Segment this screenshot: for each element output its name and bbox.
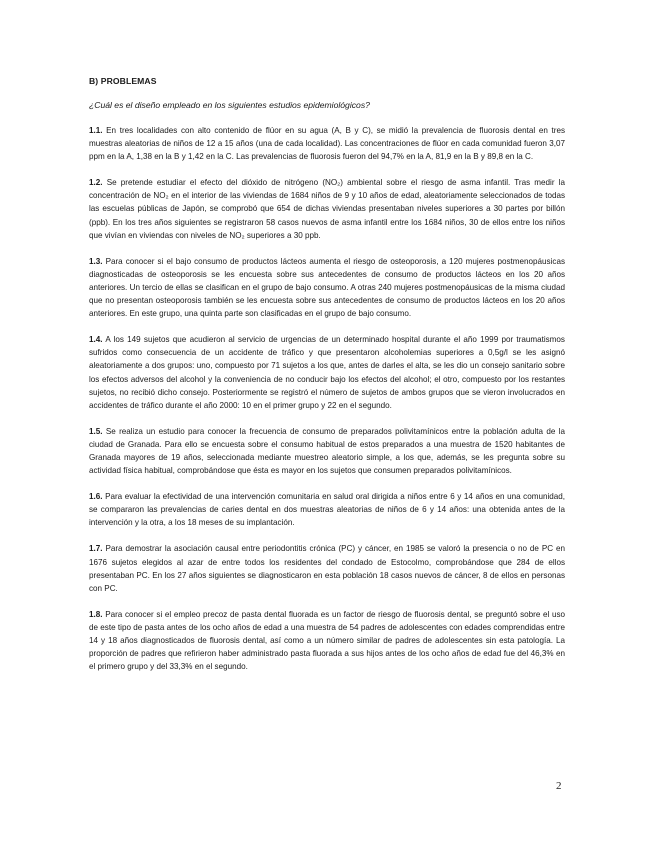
problem-text: Se pretende estudiar el efecto del dióxido de nitrógeno (NO₂) ambiental sobre el riesgo de asma infantil. Tras medir la concentración de NO₂ en el interior de las viviendas de 1684 niños de 9 y 10 años de edad, aleatoriamente seleccionados de todas las escuelas públicas de Japón, se comprobó que 654 de dichas viviendas presentaban niveles superiores a 30 partes por billón (ppb). En los tres años siguientes se registraron 58 casos nuevos de asma infantil entre los 1684 niños, 30 de ellos entre los niños que vivían en viviendas con niveles de NO₂ superiores a 30 ppb.: [89, 178, 566, 240]
problem-number: 1.5.: [89, 426, 103, 436]
problem-text: Para evaluar la efectividad de una intervención comunitaria en salud oral dirigida a niños entre 6 y 14 años en una comunidad, se compararon las prevalencias de caries dental en dos muestras aleatorias de niños de 6 y 14 años: una obtenida antes de la intervención y la otra, a los 18 meses de su implantación.: [89, 492, 566, 528]
problem-paragraph: [89, 124, 565, 163]
section-question: ¿Cuál es el diseño empleado en los siguientes estudios epidemiológicos?: [89, 100, 370, 110]
problem-text: Para conocer si el empleo precoz de pasta dental fluorada es un factor de riesgo de fluorosis dental, se preguntó sobre el uso de este tipo de pasta antes de los ocho años de edad a una muestra de 54 padres de adolescentes con edades comprendidas entre 14 y 18 años diagnosticados de fluorosis dental, así como a un número similar de padres de adolescentes sin esta patología. La proporción de padres que refirieron haber administrado pasta fluorada a sus hijos antes de los ocho años de edad fue del 46,3% en el primero grupo y del 33,3% en el segundo.: [89, 609, 566, 672]
problem-number: 1.8.: [89, 609, 103, 619]
problem-paragraph: [89, 333, 565, 412]
problem-text: A los 149 sujetos que acudieron al servicio de urgencias de un determinado hospital durante el año 1999 por traumatismos sufridos como consecuencia de un accidente de tráfico y que presentaron alcoholemias superiores a 0,5g/l se les asignó aleatoriamente a dos grupos: uno, compuesto por 71 sujetos a los que, antes de darles el alta, se les dio un consejo sanitario sobre los efectos adversos del alcohol y la conveniencia de no conducir bajo los efectos del alcohol; el otro, compuesto por los restantes sujetos, no recibió dicho consejo. Posteriormente se registró el número de sujetos de ambos grupos que se vieron involucrados en accidentes de tráfico durante el año 2000: 10 en el primer grupo y 22 en el segundo.: [89, 335, 565, 410]
problem-text: Para demostrar la asociación causal entre periodontitis crónica (PC) y cáncer, en 1985 se valoró la presencia o no de PC en 1676 sujetos elegidos al azar de entre todos los residentes del condado de Estocolmo, comprobándose que 284 de ellos presentaban PC. En los 27 años siguientes se diagnosticaron en esta población 18 casos nuevos de cáncer, 8 de ellos en personas con PC.: [89, 544, 566, 593]
problem-text: Se realiza un estudio para conocer la frecuencia de consumo de preparados polivitamínicos entre la población adulta de la ciudad de Granada. Para ello se encuesta sobre el consumo habitual de estos preparados a una muestra de 1520 habitantes de Granada mayores de 19 años, seleccionada mediante muestreo aleatorio simple, a los que, además, se les pregunta sobre su actividad física habitual, comprobándose que ésta es mayor en los sujetos que consumen preparados polivitamínicos.: [89, 426, 565, 476]
section-heading: B) PROBLEMAS: [89, 76, 157, 86]
page-content: [89, 76, 565, 686]
problem-paragraph: [89, 255, 565, 320]
problem-text: Para conocer si el bajo consumo de productos lácteos aumenta el riesgo de osteoporosis, a 120 mujeres postmenopáusicas diagnosticadas de osteoporosis se les encuesta sobre sus antecedentes de consumo de productos lácteos en los 20 años anteriores. Un tercio de ellas se clasifican en el grupo de bajo consumo. A otras 240 mujeres postmenopáusicas de la misma ciudad que no presentan osteoporosis también se les encuesta sobre sus antecedentes de consumo de productos lácteos en los 20 años anteriores. En este grupo, una quinta parte son clasificadas en el grupo de bajo consumo.: [89, 256, 565, 319]
problem-number: 1.6.: [89, 492, 103, 502]
problem-paragraph: [89, 490, 565, 529]
page-number: 2: [556, 780, 562, 792]
problem-number: 1.1.: [89, 126, 103, 135]
problem-number: 1.4.: [89, 335, 103, 345]
problem-paragraph: [89, 176, 565, 241]
problem-paragraph: [89, 608, 565, 673]
problem-paragraph: [89, 542, 565, 594]
problem-number: 1.7.: [89, 544, 103, 554]
problem-number: 1.2.: [89, 178, 103, 188]
problem-paragraph: [89, 425, 565, 477]
problem-text: En tres localidades con alto contenido de flúor en su agua (A, B y C), se midió la prevalencia de fluorosis dental en tres muestras aleatorias de niños de 12 a 15 años (una de cada localidad). Las concentraciones de flúor en cada comunidad fueron 3,07 ppm en la A, 1,38 en la B y 1,42 en la C. Las prevalencias de fluorosis fueron del 94,7% en la A, 81,9 en la B y 89,8 en la C.: [89, 126, 565, 162]
problem-number: 1.3.: [89, 256, 103, 266]
